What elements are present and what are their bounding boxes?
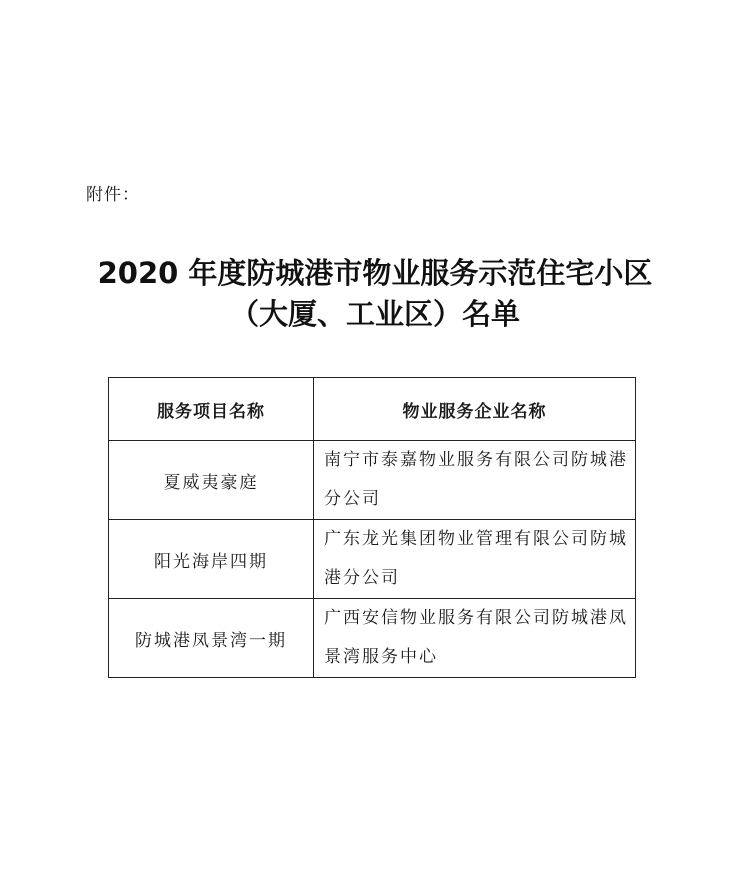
cell-company-name: 广西安信物业服务有限公司防城港凤景湾服务中心 [314, 599, 636, 678]
cell-project-name: 阳光海岸四期 [109, 520, 314, 599]
document-title-line-2: （大厦、工业区）名单 [229, 297, 520, 331]
cell-company-name: 南宁市泰嘉物业服务有限公司防城港分公司 [314, 441, 636, 520]
community-list-table [108, 377, 636, 678]
attachment-label: 附件： [86, 185, 140, 205]
table-row [109, 599, 636, 678]
cell-company-name: 广东龙光集团物业管理有限公司防城港分公司 [314, 520, 636, 599]
header-project-name: 服务项目名称 [109, 378, 314, 441]
cell-project-name: 防城港凤景湾一期 [109, 599, 314, 678]
cell-project-name: 夏威夷豪庭 [109, 441, 314, 520]
table-row [109, 520, 636, 599]
document-title-line-1: 2020 年度防城港市物业服务示范住宅小区 [97, 256, 653, 290]
table-header-row [109, 378, 636, 441]
header-company-name: 物业服务企业名称 [314, 378, 636, 441]
table-row [109, 441, 636, 520]
